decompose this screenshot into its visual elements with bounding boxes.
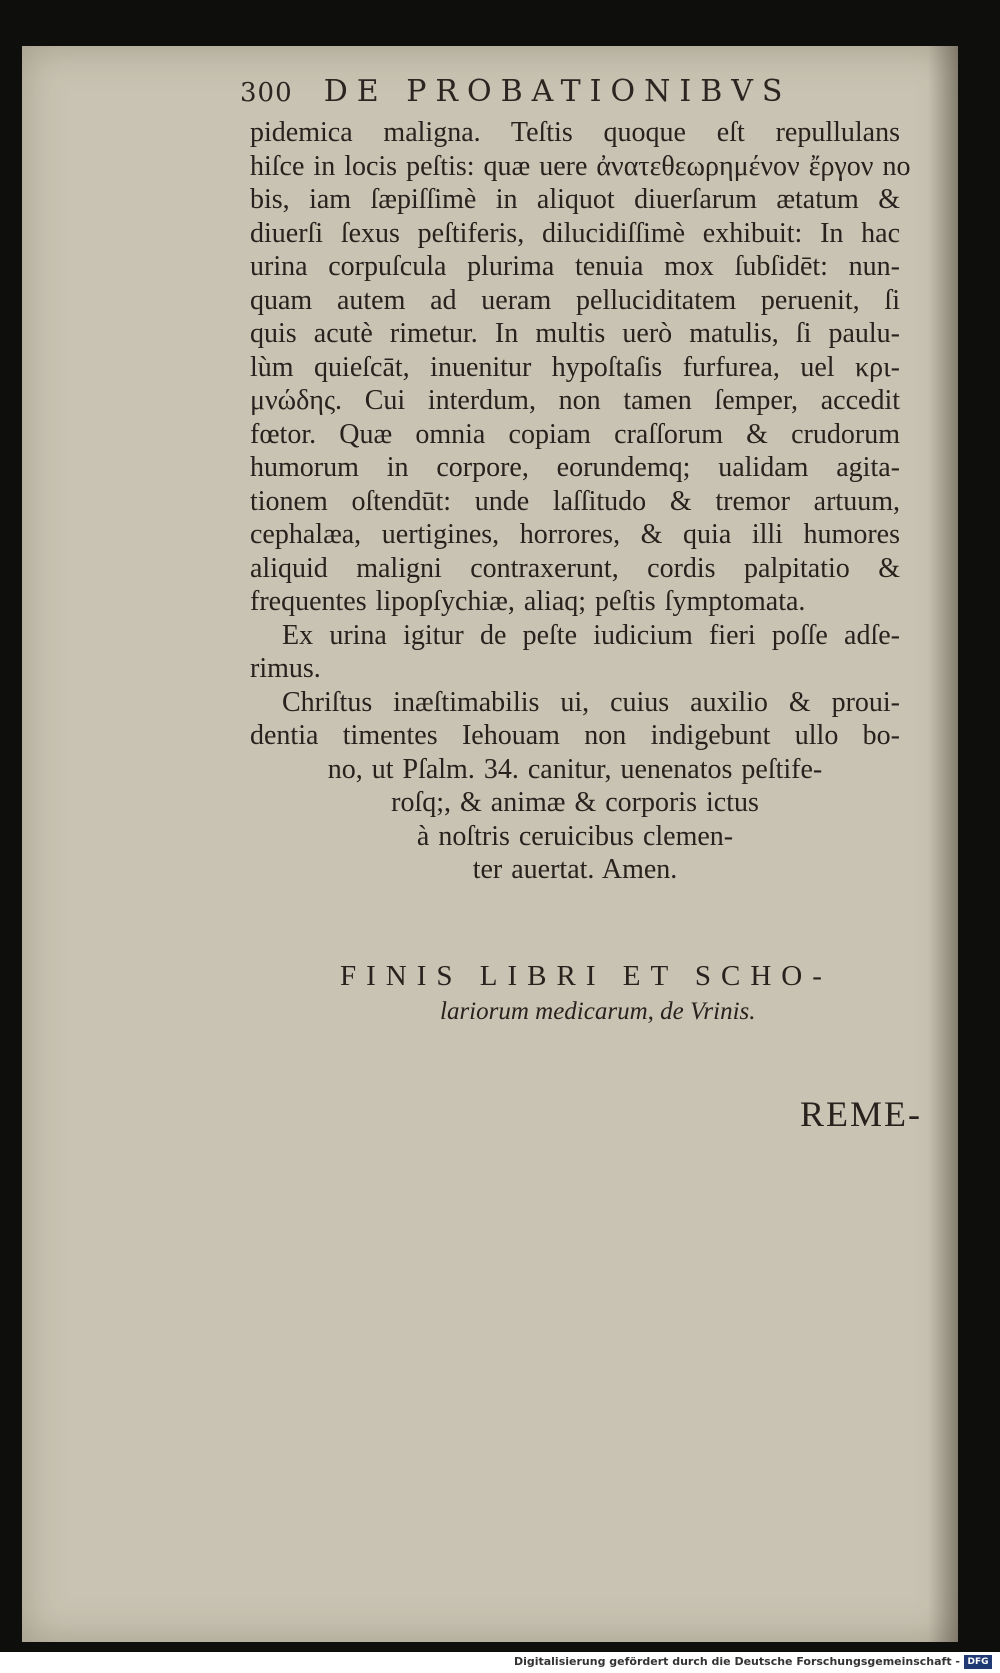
text-line: à noſtris ceruicibus clemen- <box>416 820 734 852</box>
text-line: Ex urina igitur de peſte iudicium fieri poſſe adſe- <box>282 619 900 651</box>
running-title: DE PROBATIONIBVS <box>323 74 792 109</box>
text-line: bis, iam ſæpiſſimè in aliquot diuerſarum ætatum & <box>250 184 900 215</box>
text-line: lùm quieſcāt, inuenitur hypoſtaſis furfurea, uel κρι- <box>250 351 900 383</box>
text-line: diuerſi ſexus peſtiferis, dilucidiſſimè exhibuit: In hac <box>250 217 900 249</box>
page-gutter-shadow <box>928 46 958 1642</box>
finis-subheading: lariorum medicarum, de Vrinis. <box>440 998 756 1025</box>
text-line: no, ut Pſalm. 34. canitur, uenenatos peſtife- <box>327 753 823 785</box>
text-line: μνώδης. Cui interdum, non tamen ſemper, accedit <box>250 385 900 416</box>
finis-heading: FINIS LIBRI ET SCHO- <box>340 960 832 992</box>
body-text <box>250 116 911 887</box>
text-line: ter auertat. Amen. <box>472 854 678 885</box>
text-line: roſq;, & animæ & corporis ictus <box>391 787 759 818</box>
text-line: dentia timentes Iehouam non indigebunt ullo bo- <box>250 720 900 751</box>
text-line: rimus. <box>250 653 321 684</box>
text-line: cephalæa, uertigines, horrores, & quia illi humores <box>250 519 900 550</box>
dfg-logo-icon: DFG <box>964 1655 992 1669</box>
text-line: Chriſtus inæſtimabilis ui, cuius auxilio & proui- <box>282 686 900 718</box>
running-head <box>240 74 840 109</box>
text-line: tionem oſtendūt: unde laſſitudo & tremor artuum, <box>250 485 900 517</box>
page-number: 300 <box>240 78 293 108</box>
text-line: humorum in corpore, eorundemq; ualidam agita- <box>250 452 900 483</box>
text-line: quis acutè rimetur. In multis uerò matulis, ſi paulu- <box>250 318 900 349</box>
catchword: REME- <box>800 1094 922 1134</box>
text-line: urina corpuſcula plurima tenuia mox ſubſidēt: nun- <box>250 251 900 282</box>
text-line: aliquid maligni contraxerunt, cordis palpitatio & <box>250 552 900 584</box>
text-line: hiſce in locis peſtis: quæ uere ἀνατεθεωρημένον ἔργον no <box>250 150 911 182</box>
text-line: pidemica maligna. Teſtis quoque eſt repullulans <box>250 117 900 148</box>
footer-bar <box>0 1652 1000 1673</box>
text-line: fœtor. Quæ omnia copiam craſſorum & crudorum <box>250 418 900 450</box>
text-line: quam autem ad ueram pelluciditatem peruenit, ſi <box>250 284 900 316</box>
footer-credit: Digitalisierung gefördert durch die Deutsche Forschungsgemeinschaft - <box>513 1655 960 1668</box>
text-line: frequentes lipopſychiæ, aliaq; peſtis ſymptomata. <box>250 586 806 617</box>
